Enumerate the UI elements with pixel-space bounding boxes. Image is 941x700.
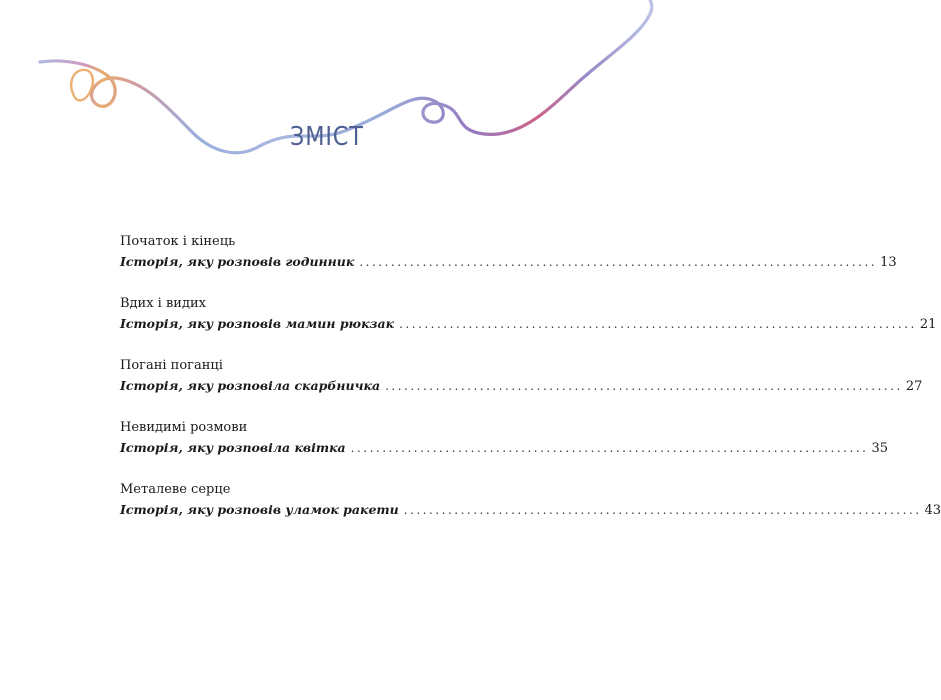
dot-leader: .................................................................................. <box>385 379 903 393</box>
table-of-contents <box>120 232 941 542</box>
dot-leader: .................................................................................. <box>399 317 917 331</box>
toc-entry-page-number: 13 <box>880 255 897 270</box>
toc-entry[interactable] <box>120 356 923 418</box>
toc-entry-page-number: 21 <box>919 317 937 332</box>
toc-entry-title: Вдих і видих <box>120 296 206 311</box>
toc-entry-line <box>120 438 888 459</box>
toc-heading: ЗМІСТ <box>290 122 364 152</box>
dot-leader: .................................................................................. <box>359 255 878 269</box>
toc-entry-title: Початок і кінець <box>120 234 236 249</box>
toc-entry-subtitle: Історія, яку розповіла квітка <box>120 440 346 455</box>
toc-entry-line <box>120 314 937 335</box>
toc-entry[interactable] <box>120 480 941 542</box>
toc-entry-line <box>120 252 897 273</box>
toc-entry[interactable] <box>120 418 888 480</box>
toc-entry-line <box>120 376 923 397</box>
decorative-ribbon-illustration <box>0 0 700 200</box>
toc-entry-subtitle: Історія, яку розповів годинник <box>120 254 355 269</box>
toc-entry-page-number: 27 <box>905 379 923 394</box>
dot-leader: .................................................................................. <box>403 503 922 517</box>
toc-entry-title: Металеве серце <box>120 482 231 497</box>
toc-entry-line <box>120 500 941 521</box>
toc-entry[interactable] <box>120 294 937 356</box>
toc-entry-page-number: 43 <box>924 503 941 518</box>
toc-entry-subtitle: Історія, яку розповів мамин рюкзак <box>120 316 395 331</box>
toc-entry-page-number: 35 <box>871 441 888 456</box>
toc-entry-title: Невидимі розмови <box>120 420 248 435</box>
dot-leader: .................................................................................. <box>350 441 869 455</box>
toc-entry[interactable] <box>120 232 897 294</box>
toc-entry-subtitle: Історія, яку розповів уламок ракети <box>120 502 399 517</box>
toc-entry-subtitle: Історія, яку розповіла скарбничка <box>120 378 381 393</box>
toc-entry-title: Погані поганці <box>120 358 223 373</box>
